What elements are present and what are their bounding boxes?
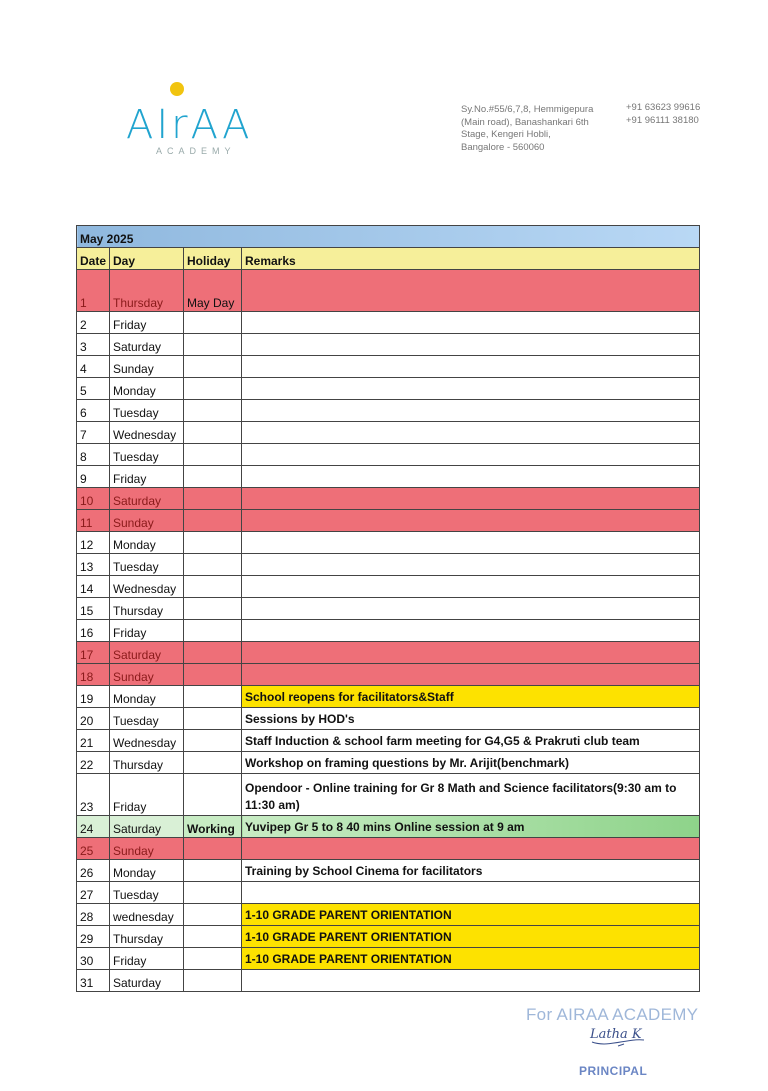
table-row: [77, 270, 700, 312]
logo-subtitle: ACADEMY: [156, 146, 236, 156]
row-date: 5: [77, 378, 110, 400]
header-day: Day: [110, 248, 184, 270]
row-remarks: [242, 488, 700, 510]
row-remarks: [242, 444, 700, 466]
row-remarks: [242, 334, 700, 356]
table-row: [77, 730, 700, 752]
table-row: [77, 926, 700, 948]
row-day: Saturday: [110, 334, 184, 356]
row-date: 22: [77, 752, 110, 774]
table-row: [77, 708, 700, 730]
table-row: [77, 838, 700, 860]
row-day: Saturday: [110, 488, 184, 510]
row-remarks: [242, 312, 700, 334]
row-holiday: [184, 532, 242, 554]
row-date: 6: [77, 400, 110, 422]
row-holiday: [184, 378, 242, 400]
row-remarks: 1-10 GRADE PARENT ORIENTATION: [242, 948, 700, 970]
row-holiday: [184, 488, 242, 510]
table-row: [77, 686, 700, 708]
table-row: [77, 774, 700, 816]
row-holiday: [184, 970, 242, 992]
table-row: [77, 598, 700, 620]
row-date: 18: [77, 664, 110, 686]
table-row: [77, 334, 700, 356]
row-date: 31: [77, 970, 110, 992]
table-row: [77, 422, 700, 444]
row-remarks: [242, 510, 700, 532]
table-row: [77, 970, 700, 992]
row-remarks: [242, 532, 700, 554]
row-day: wednesday: [110, 904, 184, 926]
table-row: [77, 510, 700, 532]
table-row: [77, 400, 700, 422]
row-holiday: [184, 312, 242, 334]
month-title: May 2025: [77, 226, 700, 248]
row-remarks: [242, 576, 700, 598]
row-remarks: [242, 400, 700, 422]
row-day: Wednesday: [110, 422, 184, 444]
table-row: [77, 816, 700, 838]
row-day: Tuesday: [110, 400, 184, 422]
table-row: [77, 664, 700, 686]
row-holiday: [184, 708, 242, 730]
row-remarks: Opendoor - Online training for Gr 8 Math and Science facilitators(9:30 am to 11:30 am): [242, 774, 700, 816]
row-date: 26: [77, 860, 110, 882]
row-holiday: [184, 860, 242, 882]
table-header-row: [77, 248, 700, 270]
row-remarks: [242, 356, 700, 378]
row-holiday: Working: [184, 816, 242, 838]
table-row: [77, 752, 700, 774]
row-holiday: May Day: [184, 270, 242, 312]
principal-signature: [588, 1018, 648, 1050]
row-date: 4: [77, 356, 110, 378]
row-day: Thursday: [110, 752, 184, 774]
row-date: 27: [77, 882, 110, 904]
row-date: 29: [77, 926, 110, 948]
row-holiday: [184, 576, 242, 598]
row-date: 9: [77, 466, 110, 488]
row-day: Monday: [110, 686, 184, 708]
row-holiday: [184, 422, 242, 444]
row-date: 16: [77, 620, 110, 642]
row-day: Friday: [110, 466, 184, 488]
row-day: Tuesday: [110, 554, 184, 576]
row-date: 20: [77, 708, 110, 730]
row-remarks: [242, 598, 700, 620]
table-row: [77, 620, 700, 642]
row-day: Saturday: [110, 816, 184, 838]
row-day: Tuesday: [110, 708, 184, 730]
table-row: [77, 466, 700, 488]
row-holiday: [184, 598, 242, 620]
may-calendar-table: [76, 225, 700, 992]
row-day: Thursday: [110, 598, 184, 620]
row-date: 28: [77, 904, 110, 926]
row-day: Friday: [110, 620, 184, 642]
row-holiday: [184, 686, 242, 708]
address-line: Bangalore - 560060: [461, 141, 545, 153]
row-remarks: 1-10 GRADE PARENT ORIENTATION: [242, 926, 700, 948]
row-holiday: [184, 948, 242, 970]
row-date: 8: [77, 444, 110, 466]
table-row: [77, 576, 700, 598]
row-holiday: [184, 774, 242, 816]
row-remarks: [242, 422, 700, 444]
row-day: Monday: [110, 532, 184, 554]
row-date: 19: [77, 686, 110, 708]
row-day: Wednesday: [110, 730, 184, 752]
table-row: [77, 312, 700, 334]
logo-text: AIrAA: [126, 102, 253, 148]
row-day: Sunday: [110, 356, 184, 378]
row-remarks: [242, 620, 700, 642]
header-remarks: Remarks: [242, 248, 700, 270]
row-remarks: Staff Induction & school farm meeting for G4,G5 & Prakruti club team: [242, 730, 700, 752]
row-holiday: [184, 664, 242, 686]
row-day: Thursday: [110, 270, 184, 312]
table-row: [77, 356, 700, 378]
phone-number: +91 63623 99616: [626, 102, 701, 113]
header-date: Date: [77, 248, 110, 270]
row-remarks: [242, 554, 700, 576]
school-address: [461, 104, 611, 154]
signature-text: Latha K: [590, 1027, 642, 1042]
row-day: Friday: [110, 774, 184, 816]
row-remarks: [242, 270, 700, 312]
row-holiday: [184, 730, 242, 752]
row-date: 10: [77, 488, 110, 510]
table-row: [77, 904, 700, 926]
row-day: Sunday: [110, 510, 184, 532]
row-holiday: [184, 400, 242, 422]
row-remarks: [242, 642, 700, 664]
row-date: 21: [77, 730, 110, 752]
row-remarks: [242, 466, 700, 488]
address-line: Stage, Kengeri Hobli,: [461, 129, 551, 140]
row-holiday: [184, 510, 242, 532]
table-row: [77, 444, 700, 466]
row-day: Sunday: [110, 838, 184, 860]
row-remarks: 1-10 GRADE PARENT ORIENTATION: [242, 904, 700, 926]
row-remarks: [242, 882, 700, 904]
row-date: 2: [77, 312, 110, 334]
row-holiday: [184, 882, 242, 904]
row-date: 17: [77, 642, 110, 664]
header-holiday: Holiday: [184, 248, 242, 270]
month-title-row: [77, 226, 700, 248]
row-remarks: Yuvipep Gr 5 to 8 40 mins Online session at 9 am: [242, 816, 700, 838]
row-holiday: [184, 466, 242, 488]
row-date: 12: [77, 532, 110, 554]
row-remarks: [242, 378, 700, 400]
row-holiday: [184, 752, 242, 774]
row-day: Tuesday: [110, 444, 184, 466]
row-date: 13: [77, 554, 110, 576]
row-day: Monday: [110, 860, 184, 882]
principal-title: PRINCIPAL: [579, 1064, 648, 1078]
row-date: 14: [77, 576, 110, 598]
table-row: [77, 860, 700, 882]
row-date: 30: [77, 948, 110, 970]
row-day: Friday: [110, 312, 184, 334]
row-holiday: [184, 554, 242, 576]
address-line: (Main road), Banashankari 6th: [461, 116, 589, 128]
row-date: 25: [77, 838, 110, 860]
airaa-logo: [126, 80, 266, 160]
row-remarks: [242, 664, 700, 686]
row-date: 11: [77, 510, 110, 532]
row-remarks: Workshop on framing questions by Mr. Arijit(benchmark): [242, 752, 700, 774]
address-line: Sy.No.#55/6,7,8, Hemmigepura: [461, 104, 594, 115]
row-holiday: [184, 620, 242, 642]
row-day: Tuesday: [110, 882, 184, 904]
phone-number: +91 96111 38180: [626, 114, 699, 126]
row-day: Thursday: [110, 926, 184, 948]
row-day: Saturday: [110, 642, 184, 664]
school-phones: [626, 102, 716, 127]
row-date: 24: [77, 816, 110, 838]
row-day: Sunday: [110, 664, 184, 686]
row-holiday: [184, 926, 242, 948]
table-row: [77, 488, 700, 510]
for-airaa-academy-stamp: For AIRAA ACADEMY: [526, 1005, 699, 1024]
table-row: [77, 378, 700, 400]
logo-dot-icon: [170, 82, 184, 96]
row-date: 15: [77, 598, 110, 620]
row-remarks: Sessions by HOD's: [242, 708, 700, 730]
row-holiday: [184, 904, 242, 926]
table-row: [77, 642, 700, 664]
row-holiday: [184, 444, 242, 466]
row-remarks: Training by School Cinema for facilitators: [242, 860, 700, 882]
row-day: Wednesday: [110, 576, 184, 598]
row-remarks: School reopens for facilitators&Staff: [242, 686, 700, 708]
row-date: 1: [77, 270, 110, 312]
row-date: 3: [77, 334, 110, 356]
row-holiday: [184, 334, 242, 356]
table-row: [77, 532, 700, 554]
table-row: [77, 554, 700, 576]
row-day: Friday: [110, 948, 184, 970]
row-remarks: [242, 838, 700, 860]
row-day: Monday: [110, 378, 184, 400]
table-row: [77, 948, 700, 970]
table-row: [77, 882, 700, 904]
row-date: 7: [77, 422, 110, 444]
row-day: Saturday: [110, 970, 184, 992]
row-holiday: [184, 356, 242, 378]
row-holiday: [184, 642, 242, 664]
row-date: 23: [77, 774, 110, 816]
row-holiday: [184, 838, 242, 860]
row-remarks: [242, 970, 700, 992]
